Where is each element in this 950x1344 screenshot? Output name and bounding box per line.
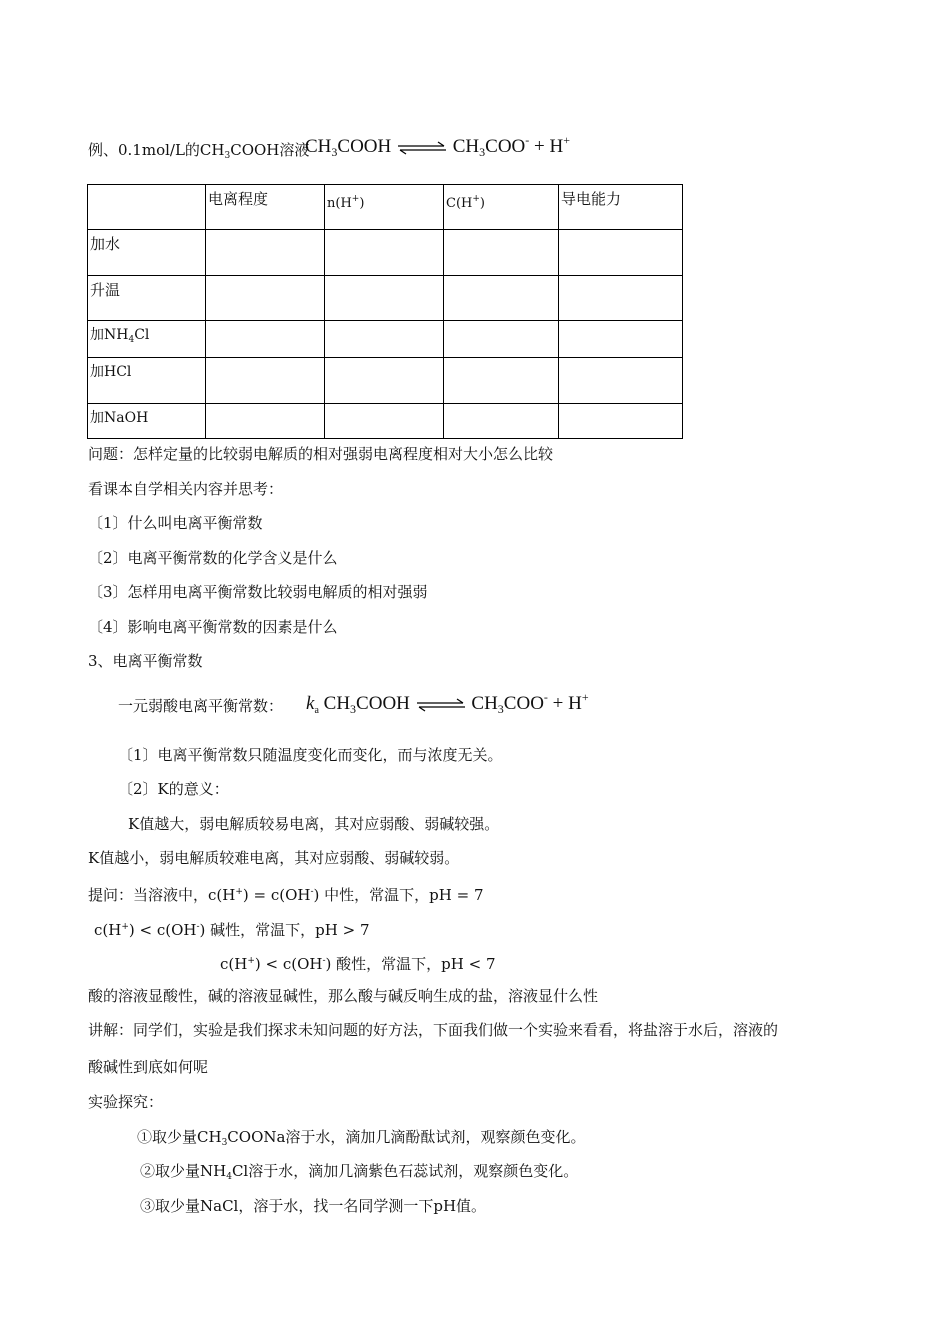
- lecture-line-2: 酸碱性到底如何呢: [88, 1058, 209, 1076]
- point-2: 〔2〕K的意义：: [118, 780, 229, 798]
- acid-constant-label: 一元弱酸电离平衡常数：: [118, 697, 284, 715]
- question-line: 问题：怎样定量的比较弱电解质的相对强弱电离程度相对大小怎么比较: [88, 445, 554, 463]
- ionization-equation: $CH_3COOH$ $CH_3COO^- + H^+$: [305, 133, 570, 159]
- table-row: [88, 276, 683, 321]
- experiment-heading: 实验探究：: [88, 1093, 164, 1111]
- experiment-step-3: ③取少量NaCl，溶于水，找一名同学测一下pH值。: [140, 1197, 487, 1215]
- basic-line: c(H+) < c(OH-) 碱性，常温下，pH > 7: [94, 921, 370, 939]
- ionization-table: [87, 184, 683, 439]
- question-2: 〔2〕电离平衡常数的化学含义是什么: [88, 549, 338, 567]
- lecture-line-1: 讲解：同学们，实验是我们探求未知问题的好方法，下面我们做一个实验来看看，将盐溶于水后，溶液的: [88, 1021, 779, 1039]
- question-1: 〔1〕什么叫电离平衡常数: [88, 514, 263, 532]
- table-row: [88, 321, 683, 358]
- table-corner-cell: [88, 185, 206, 230]
- header-n-h: n(H+): [325, 185, 444, 230]
- table-row: [88, 230, 683, 276]
- experiment-step-2: ②取少量$NH_4Cl$溶于水，滴加几滴紫色石蕊试剂，观察颜色变化。: [140, 1162, 579, 1182]
- salt-question-line: 酸的溶液显酸性，碱的溶液显碱性，那么酸与碱反响生成的盐，溶液显什么性: [88, 987, 599, 1005]
- table-header-row: [88, 185, 683, 230]
- row-label-heat: 升温: [88, 276, 206, 321]
- row-label-add-nh4cl: 加$NH_4Cl$: [88, 321, 206, 358]
- acidic-line: c(H+) < c(OH-) 酸性，常温下，pH < 7: [220, 955, 496, 973]
- example-line: 例、0.1mol/L的$CH_3COOH$溶液: [88, 141, 310, 161]
- row-label-add-naoh: 加NaOH: [88, 404, 206, 439]
- header-ionization-degree: 电离程度: [206, 185, 325, 230]
- neutral-line: 提问：当溶液中，c(H+) = c(OH-) 中性，常温下，pH = 7: [88, 886, 484, 904]
- k-large-line: K值越大，弱电解质较易电离，其对应弱酸、弱碱较强。: [128, 815, 500, 833]
- point-1: 〔1〕电离平衡常数只随温度变化而变化，而与浓度无关。: [118, 746, 503, 764]
- header-c-h: C(H+): [444, 185, 559, 230]
- equilibrium-arrow-icon: [398, 141, 446, 155]
- table-row: [88, 358, 683, 404]
- row-label-add-hcl: 加HCl: [88, 358, 206, 404]
- acid-constant-equation: $k_a$ $CH_3COOH$ $CH_3COO^- + H^+$: [306, 690, 589, 716]
- experiment-step-1: ①取少量$CH_3COONa$溶于水，滴加几滴酚酞试剂，观察颜色变化。: [137, 1128, 586, 1148]
- k-small-line: K值越小，弱电解质较难电离，其对应弱酸、弱碱较弱。: [88, 849, 460, 867]
- header-conductivity: 导电能力: [559, 185, 683, 230]
- table-row: [88, 404, 683, 439]
- question-4: 〔4〕影响电离平衡常数的因素是什么: [88, 618, 338, 636]
- section-3-heading: 3、电离平衡常数: [88, 652, 203, 670]
- read-textbook-line: 看课本自学相关内容并思考：: [88, 480, 284, 498]
- row-label-add-water: 加水: [88, 230, 206, 276]
- question-3: 〔3〕怎样用电离平衡常数比较弱电解质的相对强弱: [88, 583, 428, 601]
- equilibrium-arrow-icon: [417, 698, 465, 712]
